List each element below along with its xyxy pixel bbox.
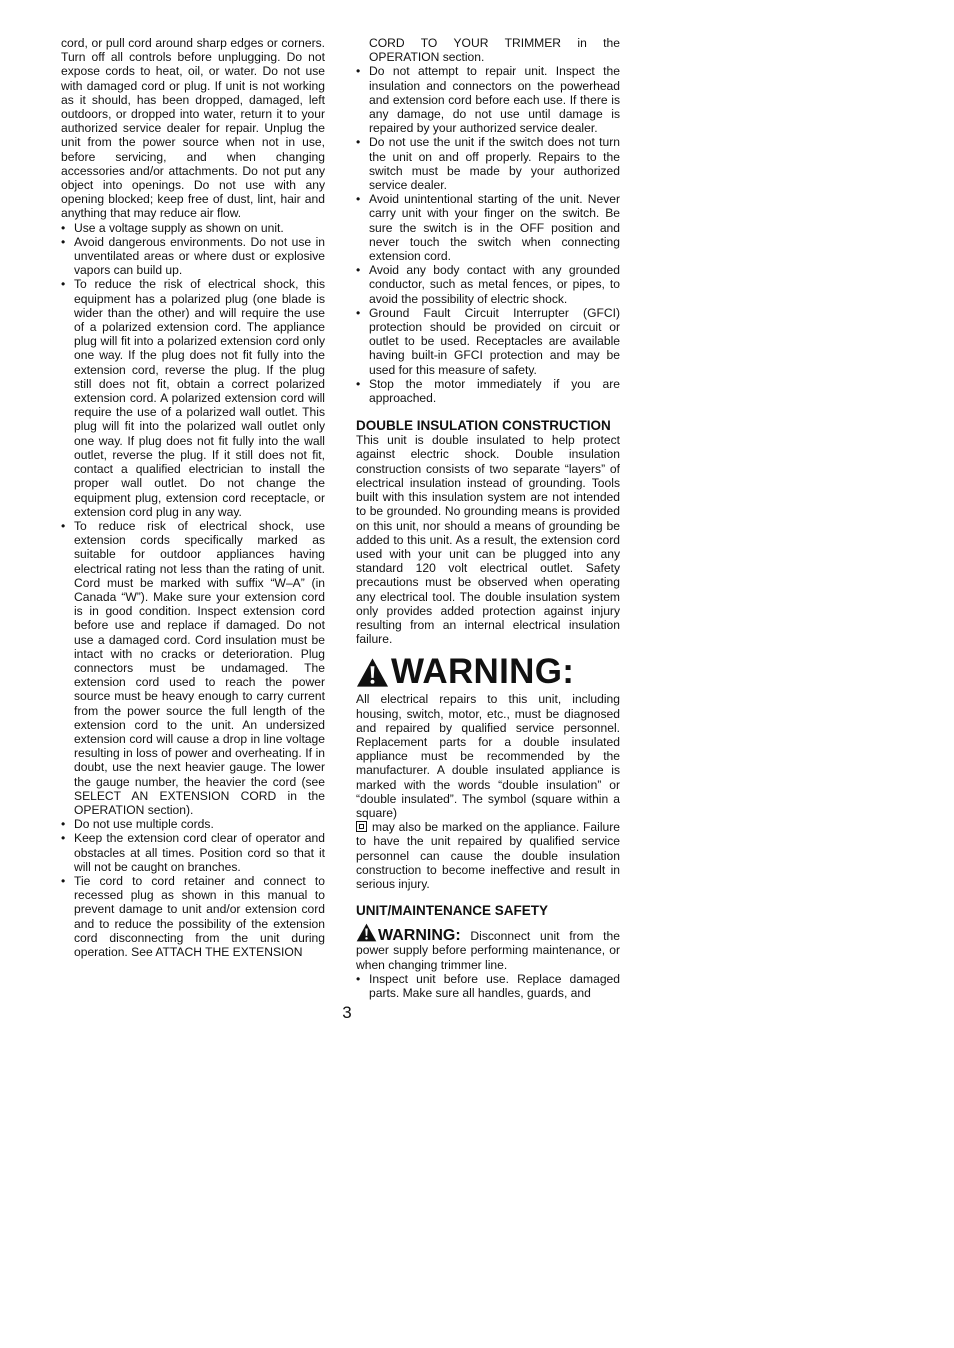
warning-text-part-2: may also be marked on the appliance. Failure to have the unit repaired by qualified service personnel can cause the double insulation construction to become ineffective and result in serious injury. bbox=[356, 820, 620, 891]
list-item: • Inspect unit before use. Replace damaged parts. Make sure all handles, guards, and bbox=[356, 972, 620, 1000]
warning-triangle-icon bbox=[356, 657, 389, 688]
list-item: • Do not attempt to repair unit. Inspect the insulation and connectors on the powerhead and extension cord before each use. If there is any damage, do not use until damage is repaired by your authorized service dealer. bbox=[356, 64, 620, 135]
warning-banner bbox=[356, 653, 620, 691]
small-warning-label-group bbox=[356, 927, 461, 944]
warning-paragraph bbox=[356, 692, 620, 891]
right-bullet-list bbox=[356, 64, 620, 405]
double-insulation-heading: DOUBLE INSULATION CONSTRUCTION bbox=[356, 418, 611, 434]
small-warning-text: Disconnect unit from the power supply before performing maintenance, or when changing trimmer line. bbox=[356, 929, 620, 972]
small-warning-label: WARNING: bbox=[378, 927, 461, 945]
left-bullet-list bbox=[61, 221, 325, 960]
list-item: • Do not use the unit if the switch does not turn the unit on and off properly. Repairs to the switch must be made by your authorized service dealer. bbox=[356, 135, 620, 192]
continued-bullet-text: CORD TO YOUR TRIMMER in the OPERATION section. bbox=[369, 36, 620, 65]
list-item: • To reduce the risk of electrical shock, this equipment has a polarized plug (one blade is wider than the other) and will require the use of a polarized extension cord. The appliance plug will fit into a polarized extension cord only one way. If the plug does not fit fully into the extension cord, reverse the plug. If the plug still does not fit, obtain a correct polarized extension cord. A polarized extension cord will require the use of a polarized wall outlet. This plug will fit into the polarized wall outlet only one way. If plug does not fit fully into the wall outlet, reverse the plug. If it still does not fit, contact a qualified electrician to install the proper wall outlet. Do not change the equipment plug, extension cord receptacle, or extension cord plug in any way. bbox=[61, 277, 325, 518]
list-item: • Ground Fault Circuit Interrupter (GFCI) protection should be provided on circuit or outlet to be used. Receptacles are available having built-in GFCI protection and may be used for this measure of safety. bbox=[356, 306, 620, 377]
maintenance-bullet-list bbox=[356, 972, 620, 1000]
warning-text-part-1: All electrical repairs to this unit, including housing, switch, motor, etc., must be diagnosed and repaired by qualified service personnel. Replacement parts for a double insulated appliance must be recommended by the manufacturer. A double insulated appliance is marked with the words “double insulation” or “double insulated”. The symbol (square within a square) bbox=[356, 692, 620, 820]
small-warning-paragraph bbox=[356, 923, 620, 972]
list-item: • Avoid dangerous environments. Do not use in unventilated areas or where dust or explosive vapors can build up. bbox=[61, 235, 325, 278]
list-item: • Do not use multiple cords. bbox=[61, 817, 325, 831]
list-item: • Avoid any body contact with any grounded conductor, such as metal fences, or pipes, to avoid the possibility of electric shock. bbox=[356, 263, 620, 306]
list-item: • Use a voltage supply as shown on unit. bbox=[61, 221, 325, 235]
list-item: • Stop the motor immediately if you are approached. bbox=[356, 377, 620, 405]
right-column bbox=[356, 36, 620, 1000]
list-item: • Avoid unintentional starting of the unit. Never carry unit with your finger on the switch. Be sure the switch is in the OFF position and never touch the switch when connecting extension cord. bbox=[356, 192, 620, 263]
warning-title: WARNING: bbox=[391, 652, 575, 692]
warning-triangle-icon bbox=[356, 923, 377, 942]
double-insulation-paragraph: This unit is double insulated to help protect against electric shock. Double insulation construction consists of two separate “layers” of electrical insulation instead of grounding. Tools built with this insulation system are not intended to be grounded. No grounding means is provided on this unit, nor should a means of grounding be added to this unit. As a result, the extension cord used with your unit can be plugged into any standard 120 volt electrical outlet. Safety precautions must be observed when operating any electrical tool. The double insulation system only provides added protection against injury resulting from an internal electrical insulation failure. bbox=[356, 433, 620, 647]
list-item: • Tie cord to cord retainer and connect to recessed plug as shown in this manual to prevent damage to unit and/or extension cord and to reduce the possibility of the extension cord disconnecting from the unit during operation. See ATTACH THE EXTENSION bbox=[61, 874, 325, 959]
intro-paragraph: cord, or pull cord around sharp edges or corners. Turn off all controls before unplugging. Do not expose cords to heat, oil, or water. Do not use with damaged cord or plug. If unit is not working as it should, has been dropped, damaged, left outdoors, or dropped into water, return it to your authorized service dealer for repair. Unplug the unit from the power source when not in use, before servicing, and when changing accessories and/or attachments. Do not put any object into openings. Do not use with any opening blocked; keep free of dust, lint, hair and anything that may reduce air flow. bbox=[61, 36, 325, 221]
list-item: • To reduce risk of electrical shock, use extension cords specifically marked as suitable for outdoor appliances having electrical rating not less than the rating of unit. Cord must be marked with suffix “W–A” (in Canada “W”). Make sure your extension cord is in good condition. Inspect extension cord before use and replace if damaged. Do not use a damaged cord. Cord insulation must be intact with no cracks or deterioration. Plug connectors must be undamaged. The extension cord used to reach the power source must be heavy enough to carry current from the power source the full length of the extension cord to the unit. An undersized extension cord will cause a drop in line voltage resulting in loss of power and overheating. If in doubt, use the next heavier gauge. The lower the gauge number, the heavier the cord (see SELECT AN EXTENSION CORD in the OPERATION section). bbox=[61, 519, 325, 817]
double-insulation-square-icon bbox=[356, 821, 367, 832]
unit-maintenance-heading: UNIT/MAINTENANCE SAFETY bbox=[356, 903, 548, 919]
list-item: • Keep the extension cord clear of operator and obstacles at all times. Position cord so that it will not be caught on branches. bbox=[61, 831, 325, 874]
page-number: 3 bbox=[342, 1003, 352, 1022]
left-column bbox=[61, 36, 325, 959]
